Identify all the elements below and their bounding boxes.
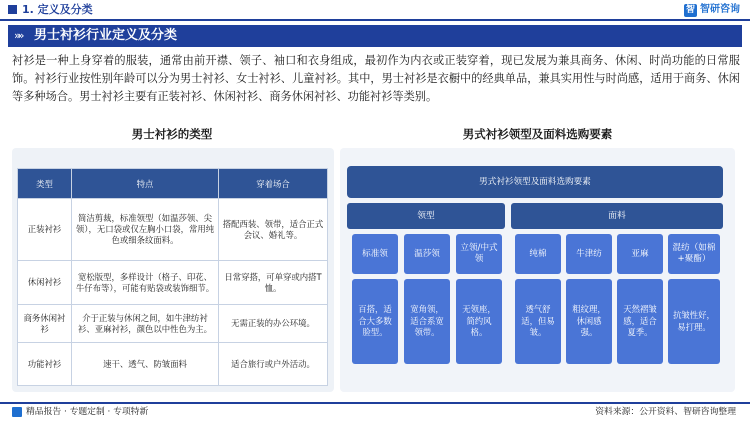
item-name-box: 立领/中式领 — [456, 234, 502, 274]
item-desc-box: 粗纹理，休闲感强。 — [566, 279, 612, 364]
cell-occasion: 日常穿搭，可单穿或内搭T恤。 — [219, 261, 328, 305]
title-banner — [8, 25, 742, 47]
table-header-row — [18, 169, 328, 199]
header-occasion: 穿着场合 — [219, 169, 328, 199]
item-desc-box: 百搭，适合大多数脸型。 — [352, 279, 398, 364]
brand — [684, 3, 740, 17]
page-title: 男士衬衫行业定义及分类 — [34, 28, 178, 43]
cell-type: 正装衬衫 — [18, 199, 72, 261]
brand-name: 智研咨询 — [700, 4, 740, 15]
footer-tagline: 精品报告 · 专题定制 · 专项特新 — [26, 407, 149, 417]
item-desc-box: 宽角领，适合系宽领带。 — [404, 279, 450, 364]
item-name-box: 标准领 — [352, 234, 398, 274]
cell-type: 功能衬衫 — [18, 343, 72, 386]
footer — [0, 402, 750, 422]
cell-feature: 简洁剪裁，标准领型（如温莎领、尖领），无口袋或仅左胸小口袋，常用纯色或细条纹面料。 — [72, 199, 219, 261]
brand-logo-icon: 智 — [685, 4, 695, 15]
cell-occasion: 搭配西装、领带，适合正式会议、婚礼等。 — [219, 199, 328, 261]
item-desc-box: 透气舒适，但易皱。 — [515, 279, 561, 364]
intro-paragraph: 衬衫是一种上身穿着的服装，通常由前开襟、领子、袖口和衣身组成，最初作为内衣或正装穿着，现已发展为兼具商务、休闲、时尚功能的日常服饰。衬衫行业按性别年龄可以分为男士衬衫、女士衬衫、儿童衬衫。其中，男士衬衫是衣橱中的经典单品，兼具实用性与时尚感，适用于商务、休闲等多种场合。男士衬衫主要有正装衬衫、休闲衬衫、商务休闲衬衫、功能衬衫等类别。 — [12, 54, 740, 103]
item-desc-box: 抗皱性好，易打理。 — [668, 279, 720, 364]
source-note: 资料来源：公开资料、智研咨询整理 — [595, 407, 736, 417]
report-icon — [12, 407, 22, 417]
item-desc-box: 无领座，简约风格。 — [456, 279, 502, 364]
right-panel-title: 男式衬衫领型及面料选购要素 — [462, 127, 613, 141]
item-name-box: 牛津纺 — [566, 234, 612, 274]
section-marker-icon — [8, 5, 17, 14]
item-desc-box: 天然褶皱感，适合夏季。 — [617, 279, 663, 364]
cell-type: 休闲衬衫 — [18, 261, 72, 305]
section-title: 1. 定义及分类 — [22, 3, 93, 16]
table-row — [18, 343, 328, 386]
header-type: 类型 — [18, 169, 72, 199]
chevron-right-icon: »» — [14, 29, 22, 42]
item-name-box: 纯棉 — [515, 234, 561, 274]
cell-type: 商务休闲衬衫 — [18, 305, 72, 343]
item-name-box: 混纺（如棉+聚酯） — [668, 234, 720, 274]
left-panel-title: 男士衬衫的类型 — [131, 127, 213, 141]
footer-divider — [0, 402, 750, 404]
top-header — [0, 0, 750, 20]
item-name-box: 温莎领 — [404, 234, 450, 274]
table-row — [18, 305, 328, 343]
shirt-types-table — [17, 168, 328, 386]
item-name-box: 亚麻 — [617, 234, 663, 274]
category-fabric-box: 面料 — [511, 203, 723, 229]
diagram-root-box: 男式衬衫领型及面料选购要素 — [347, 166, 723, 198]
table-row — [18, 261, 328, 305]
cell-occasion: 无需正装的办公环境。 — [219, 305, 328, 343]
header-feature: 特点 — [72, 169, 219, 199]
category-collar-box: 领型 — [347, 203, 505, 229]
cell-feature: 速干、透气、防皱面料 — [72, 343, 219, 386]
header-divider — [0, 19, 750, 21]
cell-feature: 宽松版型，多样设计（格子、印花、牛仔布等），可能有贴袋或装饰细节。 — [72, 261, 219, 305]
cell-occasion: 适合旅行或户外活动。 — [219, 343, 328, 386]
table-row — [18, 199, 328, 261]
cell-feature: 介于正装与休闲之间，如牛津纺衬衫、亚麻衬衫，颜色以中性色为主。 — [72, 305, 219, 343]
